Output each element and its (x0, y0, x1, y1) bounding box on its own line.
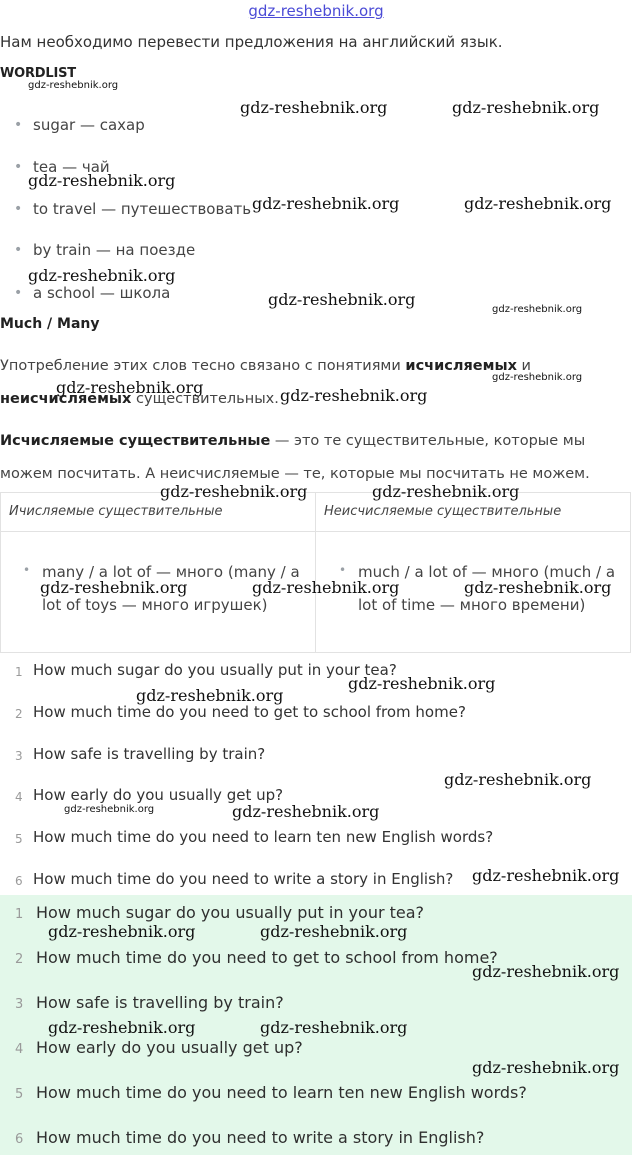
answer-text: How much time do you need to write a story in English? (36, 1128, 485, 1147)
watermark: gdz-reshebnik.org (48, 922, 196, 941)
question-text: How much sugar do you usually put in your tea? (33, 661, 397, 679)
question-number: 2 (15, 707, 23, 721)
watermark: gdz-reshebnik.org (280, 386, 428, 405)
watermark: gdz-reshebnik.org (28, 80, 119, 91)
table-cell-uncountable: much / a lot of — много (much / a lot of time — много времени) (358, 563, 616, 614)
watermark: gdz-reshebnik.org (64, 804, 155, 815)
answer-number: 3 (15, 997, 24, 1012)
much-many-heading: Much / Many (0, 316, 100, 332)
noun-table (0, 492, 631, 653)
site-title-link[interactable]: gdz-reshebnik.org (248, 2, 384, 20)
paragraph-usage-line1: Употребление этих слов тесно связано с понятиями исчисляемых и (0, 358, 531, 374)
table-header-uncountable: Неисчисляемые существительные (324, 504, 562, 519)
wordlist-item: a school — школа (33, 284, 171, 302)
watermark: gdz-reshebnik.org (472, 962, 620, 981)
wordlist-item: by train — на поезде (33, 241, 196, 259)
watermark: gdz-reshebnik.org (240, 98, 388, 117)
bullet-icon: • (14, 201, 23, 217)
watermark: gdz-reshebnik.org (464, 194, 612, 213)
table-header-countable: Ичисляемые существительные (9, 504, 223, 519)
watermark: gdz-reshebnik.org (252, 194, 400, 213)
paragraph-definition-line1: Исчисляемые существительные — это те существительные, которые мы (0, 433, 586, 449)
question-number: 5 (15, 832, 23, 846)
answer-text: How much sugar do you usually put in your tea? (36, 903, 425, 922)
question-number: 3 (15, 749, 23, 763)
watermark: gdz-reshebnik.org (472, 866, 620, 885)
bullet-icon: • (14, 285, 23, 301)
question-number: 4 (15, 790, 23, 804)
answer-number: 1 (15, 907, 24, 922)
watermark: gdz-reshebnik.org (492, 372, 583, 383)
watermark: gdz-reshebnik.org (268, 290, 416, 309)
answer-number: 6 (15, 1132, 24, 1147)
watermark: gdz-reshebnik.org (40, 578, 188, 597)
watermark: gdz-reshebnik.org (260, 1018, 408, 1037)
watermark: gdz-reshebnik.org (444, 770, 592, 789)
watermark: gdz-reshebnik.org (464, 578, 612, 597)
watermark: gdz-reshebnik.org (252, 578, 400, 597)
intro-text: Нам необходимо перевести предложения на английский язык. (0, 33, 503, 51)
watermark: gdz-reshebnik.org (372, 482, 520, 501)
watermark: gdz-reshebnik.org (260, 922, 408, 941)
watermark: gdz-reshebnik.org (28, 171, 176, 190)
paragraph-definition-line2: можем посчитать. А неисчисляемые — те, которые мы посчитать не можем. (0, 466, 590, 482)
watermark: gdz-reshebnik.org (48, 1018, 196, 1037)
answer-text: How early do you usually get up? (36, 1038, 303, 1057)
wordlist-item: to travel — путешествовать (33, 200, 252, 218)
bullet-icon: • (339, 563, 347, 577)
question-number: 6 (15, 874, 23, 888)
question-text: How much time do you need to write a story in English? (33, 870, 454, 888)
question-text: How much time do you need to get to school from home? (33, 703, 466, 721)
question-text: How safe is travelling by train? (33, 745, 266, 763)
bullet-icon: • (14, 117, 23, 133)
paragraph-usage-line2: неисчисляемых существительных. (0, 391, 279, 407)
question-number: 1 (15, 665, 23, 679)
answer-text: How safe is travelling by train? (36, 993, 284, 1012)
watermark: gdz-reshebnik.org (28, 266, 176, 285)
bullet-icon: • (14, 159, 23, 175)
answer-number: 4 (15, 1042, 24, 1057)
watermark: gdz-reshebnik.org (348, 674, 496, 693)
watermark: gdz-reshebnik.org (452, 98, 600, 117)
watermark: gdz-reshebnik.org (472, 1058, 620, 1077)
answer-number: 5 (15, 1087, 24, 1102)
wordlist-item: sugar — сахар (33, 116, 145, 134)
watermark: gdz-reshebnik.org (492, 304, 583, 315)
bullet-icon: • (14, 242, 23, 258)
question-text: How early do you usually get up? (33, 786, 284, 804)
answer-number: 2 (15, 952, 24, 967)
wordlist-heading: WORDLIST (0, 66, 76, 81)
watermark: gdz-reshebnik.org (232, 802, 380, 821)
bullet-icon: • (23, 563, 31, 577)
table-cell-countable: many / a lot of — много (many / a lot of toys — много игрушек) (42, 563, 300, 614)
watermark: gdz-reshebnik.org (56, 378, 204, 397)
watermark: gdz-reshebnik.org (136, 686, 284, 705)
answer-text: How much time do you need to get to school from home? (36, 948, 498, 967)
wordlist-item: tea — чай (33, 158, 110, 176)
question-text: How much time do you need to learn ten new English words? (33, 828, 494, 846)
watermark: gdz-reshebnik.org (160, 482, 308, 501)
answer-text: How much time do you need to learn ten new English words? (36, 1083, 527, 1102)
